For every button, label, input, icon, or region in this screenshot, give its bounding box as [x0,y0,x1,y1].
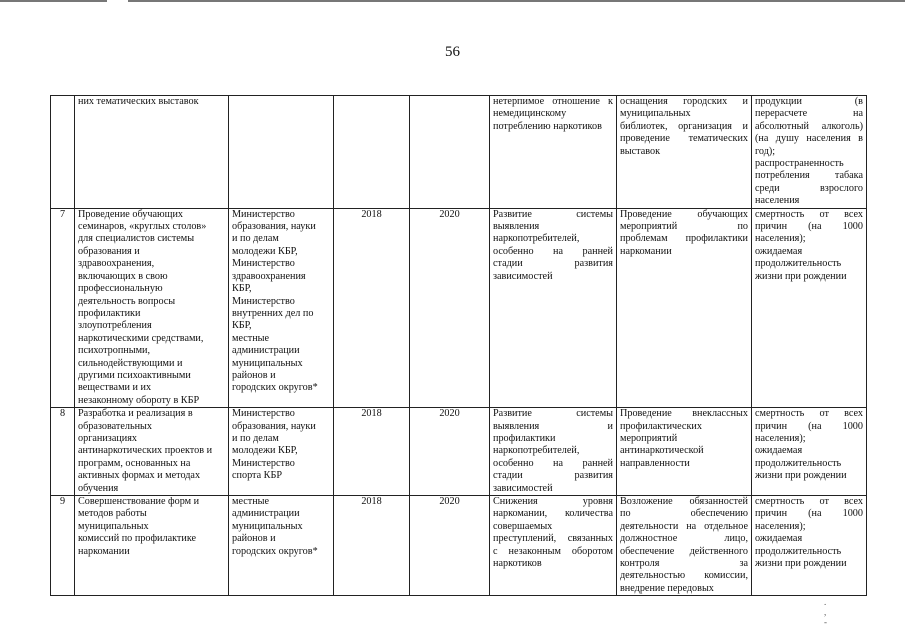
cell-num [51,96,75,209]
cell-line: жизни при рождении [755,558,847,570]
cell-line: КБР, [232,283,252,295]
cell-executors [229,96,334,209]
cell-line: Проведение внеклассных [620,408,748,420]
cell-line: смертность от всех [755,208,863,220]
cell-line: совершаемых [493,520,553,532]
cell-line: администрации [232,345,300,357]
cell-line: продукции (в [755,96,863,107]
cell-start: 2018 [334,208,410,408]
cell-line: активных формах и методах [78,470,201,482]
cell-line: особенно на ранней [493,245,613,257]
cell-line: продолжительность [755,545,842,557]
cell-line: профилактики [493,432,556,444]
cell-line: внутренних дел по [232,307,314,319]
cell-line: здравоохранения [232,270,306,282]
cell-indicators [752,208,867,408]
cell-line: Министерство [232,457,295,469]
cell-line: жизни при рождении [755,270,847,282]
cell-line: абсолютный алкоголь) [755,120,863,132]
cell-line: комиссий по профилактике [78,533,197,545]
cell-line: наркотическими средствами, [78,332,204,344]
cell-line: причин (на 1000 [755,420,863,432]
page-number: 56 [445,44,460,60]
program-table [50,95,867,596]
cell-line: населения); [755,520,806,532]
cell-line: внедрение передовых [620,582,714,594]
cell-connection [617,408,752,496]
cell-line: с незаконным оборотом [493,545,613,557]
cell-line: муниципальных [78,520,149,532]
cell-line: зависимостей [493,482,553,494]
cell-line: антинаркотической [620,445,704,457]
cell-line: КБР, [232,320,252,332]
cell-line: Развитие системы [493,208,613,220]
cell-line: распространенность [755,158,844,170]
cell-line: семинаров, «круглых столов» [78,221,207,233]
cell-line: должностное лицо, [620,533,748,545]
cell-line: мероприятий по [620,221,748,233]
table-row [51,96,867,209]
cell-line: смертность от всех [755,408,863,420]
cell-line: обеспечение действенного [620,545,748,557]
cell-end [410,96,490,209]
cell-line: здравоохранения, [78,258,155,270]
cell-line: смертность от всех [755,496,863,507]
cell-line: спорта КБР [232,470,282,482]
cell-line: и по делам [232,233,279,245]
cell-line: Министерство [232,208,295,220]
cell-line: зависимостей [493,270,553,282]
cell-line: городских округов* [232,382,318,394]
cell-end: 2020 [410,408,490,496]
cell-num: 7 [51,208,75,408]
cell-line: ожидаемая [755,245,803,257]
cell-line: профессиональную [78,283,163,295]
cell-result [490,96,617,209]
cell-line: местные [232,496,270,507]
cell-line: ожидаемая [755,445,803,457]
cell-line: обучения [78,482,119,494]
cell-line: Министерство [232,295,295,307]
cell-line: другими психоактивными [78,369,191,381]
cell-line: программ, основанных на [78,457,191,469]
scan-marks: . , - [824,597,857,627]
cell-line: жизни при рождении [755,470,847,482]
cell-line: перерасчете на [755,108,863,120]
cell-line: образования, науки [232,221,316,233]
cell-line: стадии развития [493,258,613,270]
cell-line: (на душу населения в [755,133,863,145]
cell-line: Снижения уровня [493,496,613,507]
cell-line: районов и [232,533,276,545]
cell-indicators [752,408,867,496]
cell-line: веществами и их [78,382,152,394]
cell-line: Разработка и реализация в [78,408,193,420]
cell-end: 2020 [410,496,490,596]
cell-line: деятельности на отдельное [620,520,748,532]
cell-event [75,208,229,408]
cell-event [75,408,229,496]
cell-line: Развитие системы [493,408,613,420]
cell-line: городских округов* [232,545,318,557]
cell-num: 9 [51,496,75,596]
cell-line: Проведение обучающих [78,208,183,220]
cell-line: ожидаемая [755,533,803,545]
cell-line: продолжительность [755,457,842,469]
cell-line: немедицинскому [493,108,567,120]
cell-start [334,96,410,209]
cell-line: потреблению наркотиков [493,120,602,132]
cell-line: преступлений, связанных [493,533,613,545]
cell-line: продолжительность [755,258,842,270]
cell-line: причин (на 1000 [755,508,863,520]
cell-line: Возложение обязанностей [620,496,748,507]
cell-line: населения [755,195,800,207]
cell-line: направленности [620,457,690,469]
cell-line: местные [232,332,270,344]
cell-line: молодежи КБР, [232,445,298,457]
cell-line: профилактических [620,420,702,432]
cell-connection [617,96,752,209]
cell-line: выявления [493,221,540,233]
cell-line: мероприятий [620,432,678,444]
cell-line: муниципальных [232,357,303,369]
cell-line: наркомании, количества [493,508,613,520]
cell-line: выставок [620,145,661,157]
cell-start: 2018 [334,408,410,496]
cell-line: по обеспечению [620,508,748,520]
cell-line: проблемам профилактики [620,233,748,245]
cell-line: для специалистов системы [78,233,195,245]
cell-line: наркопотребителей, [493,445,580,457]
table-row [51,408,867,496]
cell-line: деятельностью комиссии, [620,570,748,582]
cell-line: населения); [755,432,806,444]
cell-line: наркомании [620,245,672,257]
table-row [51,208,867,408]
cell-line: населения); [755,233,806,245]
cell-line: Совершенствование форм и [78,496,200,507]
cell-line: год); [755,145,776,157]
cell-line: нетерпимое отношение к [493,96,613,107]
cell-line: Проведение обучающих [620,208,748,220]
cell-executors [229,408,334,496]
cell-line: методов работы [78,508,147,520]
cell-line: образовательных [78,420,152,432]
cell-line: районов и [232,369,276,381]
cell-line: наркомании [78,545,130,557]
cell-line: выявления и [493,420,613,432]
cell-end: 2020 [410,208,490,408]
cell-line: организациях [78,432,138,444]
cell-line: психотропными, [78,345,151,357]
cell-event [75,496,229,596]
cell-result [490,208,617,408]
cell-result [490,408,617,496]
cell-num: 8 [51,408,75,496]
cell-line: злоупотребления [78,320,152,332]
cell-connection [617,496,752,596]
table-row [51,496,867,596]
table-body [51,96,867,596]
cell-indicators [752,96,867,209]
cell-line: антинаркотических проектов и [78,445,213,457]
cell-line: молодежи КБР, [232,245,298,257]
cell-line: них тематических выставок [78,96,199,107]
cell-connection [617,208,752,408]
top-rule-right [128,0,905,2]
cell-line: стадии развития [493,470,613,482]
cell-line: библиотек, организация и [620,120,748,132]
cell-line: деятельность вопросы [78,295,176,307]
cell-line: контроля за [620,558,748,570]
cell-event [75,96,229,209]
cell-line: наркопотребителей, [493,233,580,245]
cell-line: оснащения городских и [620,96,748,107]
cell-line: потребления табака [755,170,863,182]
cell-line: наркотиков [493,558,542,570]
cell-start: 2018 [334,496,410,596]
cell-line: включающих в свою [78,270,168,282]
cell-line: причин (на 1000 [755,221,863,233]
cell-line: среди взрослого [755,182,863,194]
cell-line: образования, науки [232,420,316,432]
cell-line: администрации [232,508,300,520]
cell-executors [229,496,334,596]
cell-line: Министерство [232,258,295,270]
cell-line: проведение тематических [620,133,748,145]
top-rule-left [0,0,107,2]
cell-indicators [752,496,867,596]
cell-line: и по делам [232,432,279,444]
cell-line: Министерство [232,408,295,420]
cell-executors [229,208,334,408]
cell-line: сильнодействующими и [78,357,183,369]
cell-line: образования и [78,245,140,257]
cell-result [490,496,617,596]
cell-line: муниципальных [620,108,691,120]
cell-line: муниципальных [232,520,303,532]
cell-line: особенно на ранней [493,457,613,469]
cell-line: профилактики [78,307,141,319]
cell-line: незаконному обороту в КБР [78,394,200,406]
